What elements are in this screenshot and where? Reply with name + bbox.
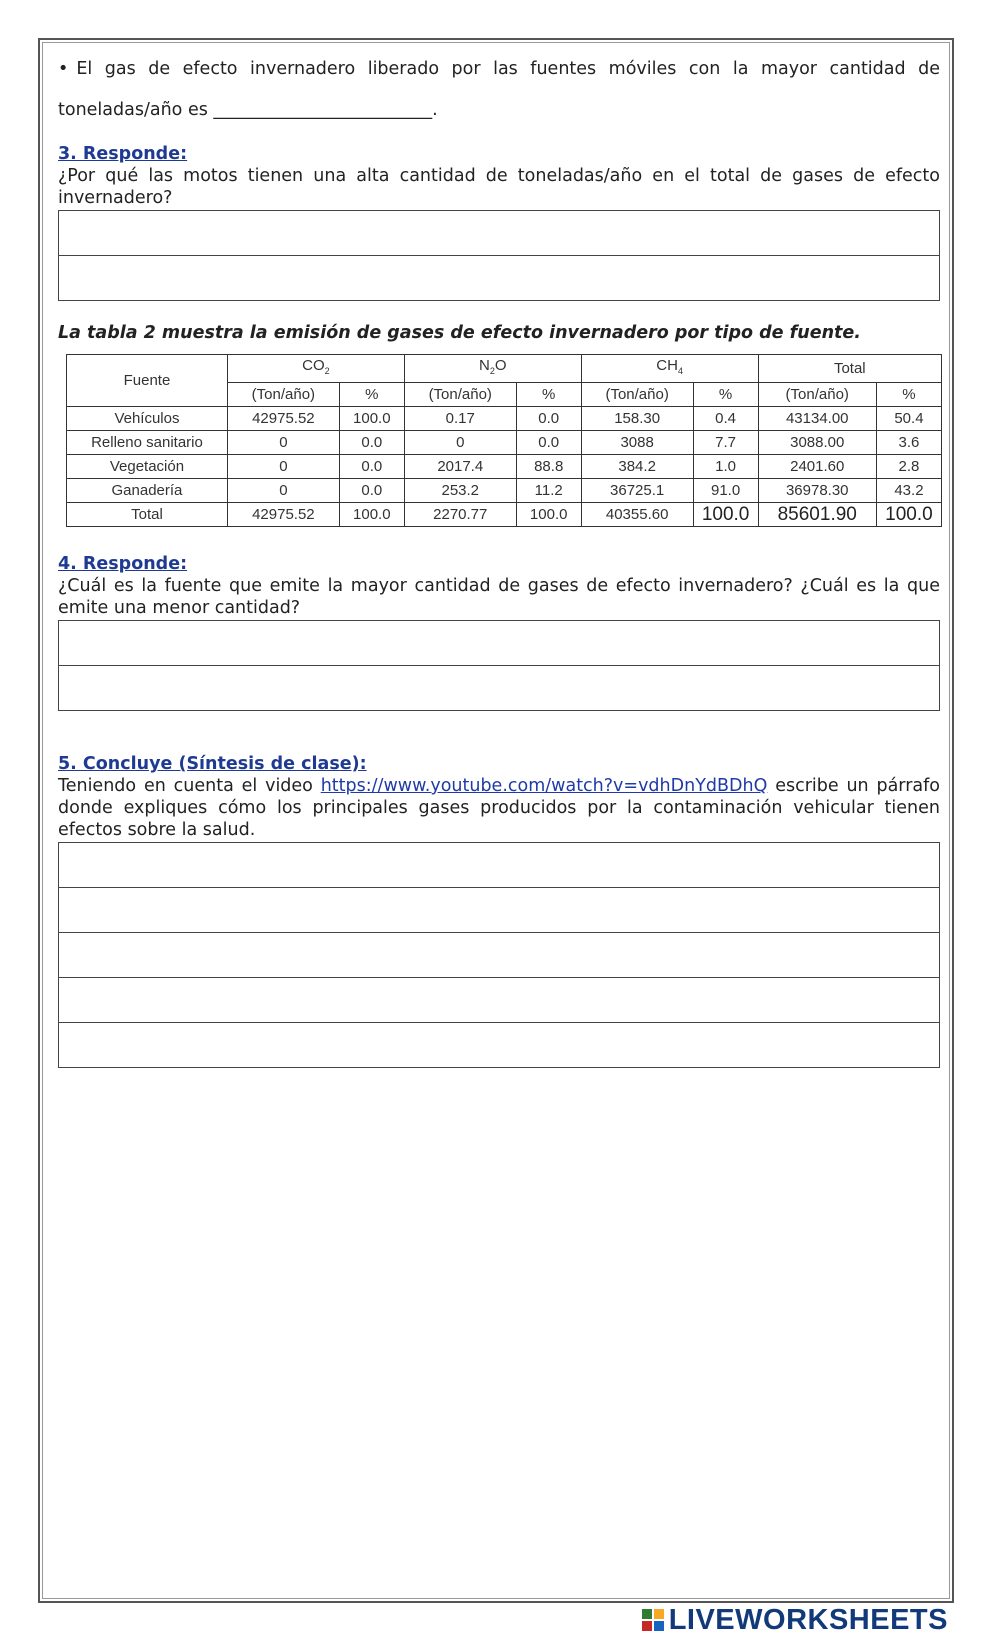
table-cell: 2401.60 <box>758 455 876 479</box>
subheader-cell: (Ton/año) <box>581 383 693 407</box>
table-row <box>67 431 942 455</box>
q3-heading: 3. Responde: <box>58 144 188 164</box>
table-cell: 0 <box>227 431 339 455</box>
table-cell: 50.4 <box>876 407 941 431</box>
table-cell: 91.0 <box>693 479 758 503</box>
logo-square <box>642 1609 652 1619</box>
subheader-cell: % <box>693 383 758 407</box>
table-cell: 384.2 <box>581 455 693 479</box>
answer-line[interactable] <box>59 621 939 666</box>
table-cell: 3.6 <box>876 431 941 455</box>
table-cell: 0.0 <box>339 431 404 455</box>
table-cell: 100.0 <box>339 503 404 527</box>
emissions-table <box>66 354 942 527</box>
subheader-cell: (Ton/año) <box>758 383 876 407</box>
table-cell: 36978.30 <box>758 479 876 503</box>
q5-text: Teniendo en cuenta el video https://www.youtube.com/watch?v=vdhDnYdBDhQ escribe un párrafo donde expliques cómo los principales gases producidos por la contaminación vehicular tienen efectos sobre la salud. <box>58 776 940 840</box>
table-cell: 43134.00 <box>758 407 876 431</box>
answer-line[interactable] <box>59 978 939 1023</box>
table-cell: 100.0 <box>516 503 581 527</box>
row-fuente: Ganadería <box>67 479 228 503</box>
table-cell: 0 <box>227 479 339 503</box>
table-row <box>67 407 942 431</box>
row-fuente: Vehículos <box>67 407 228 431</box>
answer-line[interactable] <box>59 211 939 256</box>
answer-line[interactable] <box>59 1023 939 1067</box>
header-co2: $CO_2$ <box>227 355 404 383</box>
table-cell: 3088 <box>581 431 693 455</box>
logo-text: LIVEWORKSHEETS <box>668 1603 948 1636</box>
table-cell: 0.0 <box>516 431 581 455</box>
row-fuente: Vegetación <box>67 455 228 479</box>
table-cell: 100.0 <box>339 407 404 431</box>
video-link[interactable]: https://www.youtube.com/watch?v=vdhDnYdBDhQ <box>320 776 768 796</box>
table-cell: 158.30 <box>581 407 693 431</box>
table-header-row <box>67 355 942 383</box>
table-cell: 0 <box>404 431 516 455</box>
row-fuente: Relleno sanitario <box>67 431 228 455</box>
table-cell: 43.2 <box>876 479 941 503</box>
bullet-text-line2[interactable]: toneladas/año es _________________________. <box>58 100 438 120</box>
header-total: Total <box>758 355 941 383</box>
q5-heading: 5. Concluye (Síntesis de clase): <box>58 754 367 774</box>
answer-line[interactable] <box>59 843 939 888</box>
bullet-text-line1: El gas de efecto invernadero liberado por las fuentes móviles con la mayor cantidad de <box>76 59 940 79</box>
table-cell: 100.0 <box>876 503 941 527</box>
table-cell: 2270.77 <box>404 503 516 527</box>
worksheet-content <box>58 55 940 1068</box>
table-row <box>67 455 942 479</box>
table-cell: 11.2 <box>516 479 581 503</box>
bullet-icon: • <box>58 59 69 79</box>
liveworksheets-logo <box>642 1604 948 1636</box>
table-cell: 100.0 <box>693 503 758 527</box>
logo-square <box>654 1609 664 1619</box>
table-cell: 88.8 <box>516 455 581 479</box>
bullet-question <box>58 58 940 80</box>
table-cell: 0.4 <box>693 407 758 431</box>
q5-answer-box[interactable] <box>58 842 940 1068</box>
subheader-cell: % <box>339 383 404 407</box>
logo-square <box>642 1621 652 1631</box>
subheader-cell: (Ton/año) <box>404 383 516 407</box>
answer-line[interactable] <box>59 666 939 710</box>
subheader-cell: (Ton/año) <box>227 383 339 407</box>
header-fuente: Fuente <box>67 355 228 407</box>
q4-heading: 4. Responde: <box>58 554 188 574</box>
answer-line[interactable] <box>59 933 939 978</box>
table-cell: 85601.90 <box>758 503 876 527</box>
table-cell: 36725.1 <box>581 479 693 503</box>
table-cell: 7.7 <box>693 431 758 455</box>
table-row <box>67 479 942 503</box>
header-ch4: $CH_4$ <box>581 355 758 383</box>
table-cell: 253.2 <box>404 479 516 503</box>
table-cell: 40355.60 <box>581 503 693 527</box>
subheader-cell: % <box>516 383 581 407</box>
table-cell: 42975.52 <box>227 407 339 431</box>
logo-icon <box>642 1609 664 1631</box>
table-cell: 2017.4 <box>404 455 516 479</box>
q3-answer-box[interactable] <box>58 210 940 301</box>
table-title: La tabla 2 muestra la emisión de gases de efecto invernadero por tipo de fuente. <box>58 323 861 343</box>
table-cell: 0.0 <box>339 455 404 479</box>
table-cell: 0 <box>227 455 339 479</box>
row-fuente: Total <box>67 503 228 527</box>
q4-answer-box[interactable] <box>58 620 940 711</box>
table-cell: 3088.00 <box>758 431 876 455</box>
table-cell: 2.8 <box>876 455 941 479</box>
table-cell: 1.0 <box>693 455 758 479</box>
table-cell: 0.17 <box>404 407 516 431</box>
answer-line[interactable] <box>59 888 939 933</box>
subheader-cell: % <box>876 383 941 407</box>
header-n2o: $N_2O$ <box>404 355 581 383</box>
table-cell: 0.0 <box>516 407 581 431</box>
logo-square <box>654 1621 664 1631</box>
q4-text: ¿Cuál es la fuente que emite la mayor cantidad de gases de efecto invernadero? ¿Cuál es la que emite una menor cantidad? <box>58 576 940 618</box>
table-cell: 0.0 <box>339 479 404 503</box>
table-total-row <box>67 503 942 527</box>
answer-line[interactable] <box>59 256 939 300</box>
q3-text: ¿Por qué las motos tienen una alta cantidad de toneladas/año en el total de gases de efecto invernadero? <box>58 166 940 208</box>
table-cell: 42975.52 <box>227 503 339 527</box>
